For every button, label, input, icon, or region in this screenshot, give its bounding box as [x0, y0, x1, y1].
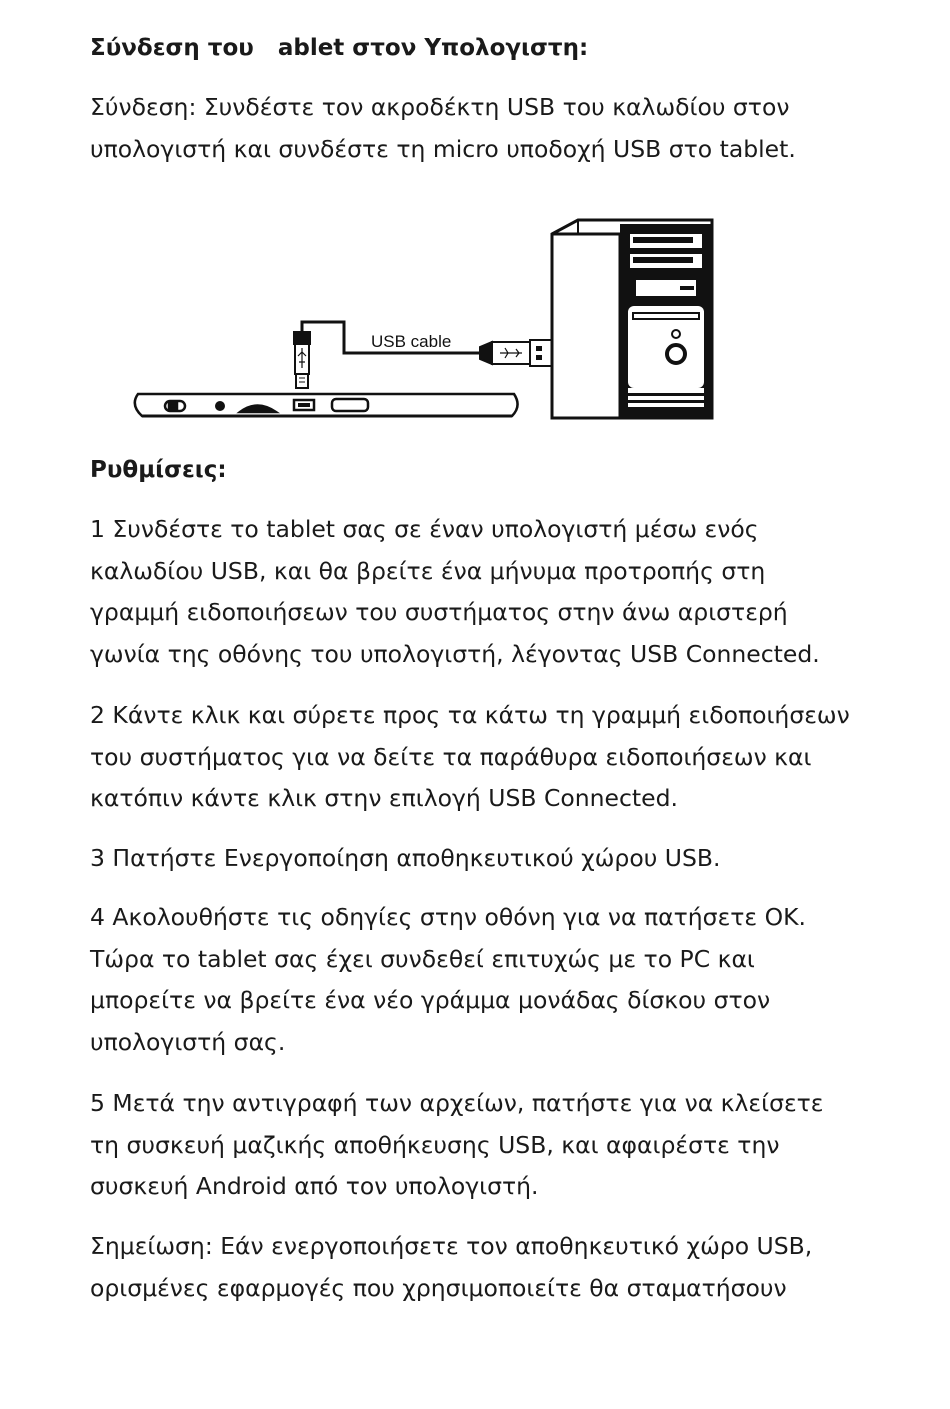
micro-usb-plug-icon	[294, 332, 310, 388]
note	[90, 1226, 812, 1309]
connection-instructions	[90, 87, 796, 170]
text-line: Σημείωση: Εάν ενεργοποιήσετε τον αποθηκευτικό χώρο USB,	[90, 1232, 813, 1260]
computer-tower-illustration	[552, 220, 712, 418]
text-line: 3 Πατήστε Ενεργοποίηση αποθηκευτικού χώρου USB.	[90, 844, 721, 872]
text-line: 4 Ακολουθήστε τις οδηγίες στην οθόνη για να πατήσετε ΟΚ.	[90, 903, 806, 931]
step-1	[90, 509, 820, 675]
text-line: συσκευή Android από τον υπολογιστή.	[90, 1172, 539, 1200]
text-line: του συστήματος για να δείτε τα παράθυρα ειδοποιήσεων και	[90, 742, 812, 771]
step-2	[90, 695, 850, 820]
text-line: καλωδίου USB, και θα βρείτε ένα μήνυμα προτροπής στη	[90, 556, 766, 585]
usb-connection-diagram	[120, 200, 730, 430]
usb-cable-label: USB cable	[371, 332, 452, 351]
step-4	[90, 897, 806, 1063]
text-line: Τώρα το tablet σας έχει συνδεθεί επιτυχώς με το PC και	[90, 944, 755, 973]
usb-a-plug-icon	[480, 340, 552, 366]
text-line: Σύνδεση: Συνδέστε τον ακροδέκτη USB του καλωδίου στον	[90, 93, 790, 121]
step-3	[90, 838, 721, 880]
step-5	[90, 1083, 824, 1208]
text-line: 1 Συνδέστε το tablet σας σε έναν υπολογιστή μέσω ενός	[90, 515, 759, 543]
text-line: γωνία της οθόνης του υπολογιστή, λέγοντας USB Connected.	[90, 639, 820, 668]
text-line: 5 Μετά την αντιγραφή των αρχείων, πατήστε για να κλείσετε	[90, 1089, 824, 1117]
connection-heading: Σύνδεση του ablet στον Υπολογιστη:	[90, 35, 589, 61]
text-line: γραμμή ειδοποιήσεων του συστήματος στην άνω αριστερή	[90, 598, 788, 626]
settings-heading: Ρυθμίσεις:	[90, 457, 227, 483]
tablet-illustration	[135, 394, 518, 416]
text-line: υπολογιστή και συνδέστε τη micro υποδοχή USB στο tablet.	[90, 134, 796, 163]
text-line: υπολογιστή σας.	[90, 1027, 286, 1056]
text-line: μπορείτε να βρείτε ένα νέο γράμμα μονάδας δίσκου στον	[90, 986, 771, 1014]
text-line: κατόπιν κάντε κλικ στην επιλογή USB Connected.	[90, 784, 678, 812]
text-line: ορισμένες εφαρμογές που χρησιμοποιείτε θα σταματήσουν	[90, 1273, 787, 1302]
text-line: 2 Κάντε κλικ και σύρετε προς τα κάτω τη γραμμή ειδοποιήσεων	[90, 701, 850, 729]
text-line: τη συσκευή μαζικής αποθήκευσης USB, και αφαιρέστε την	[90, 1130, 780, 1159]
